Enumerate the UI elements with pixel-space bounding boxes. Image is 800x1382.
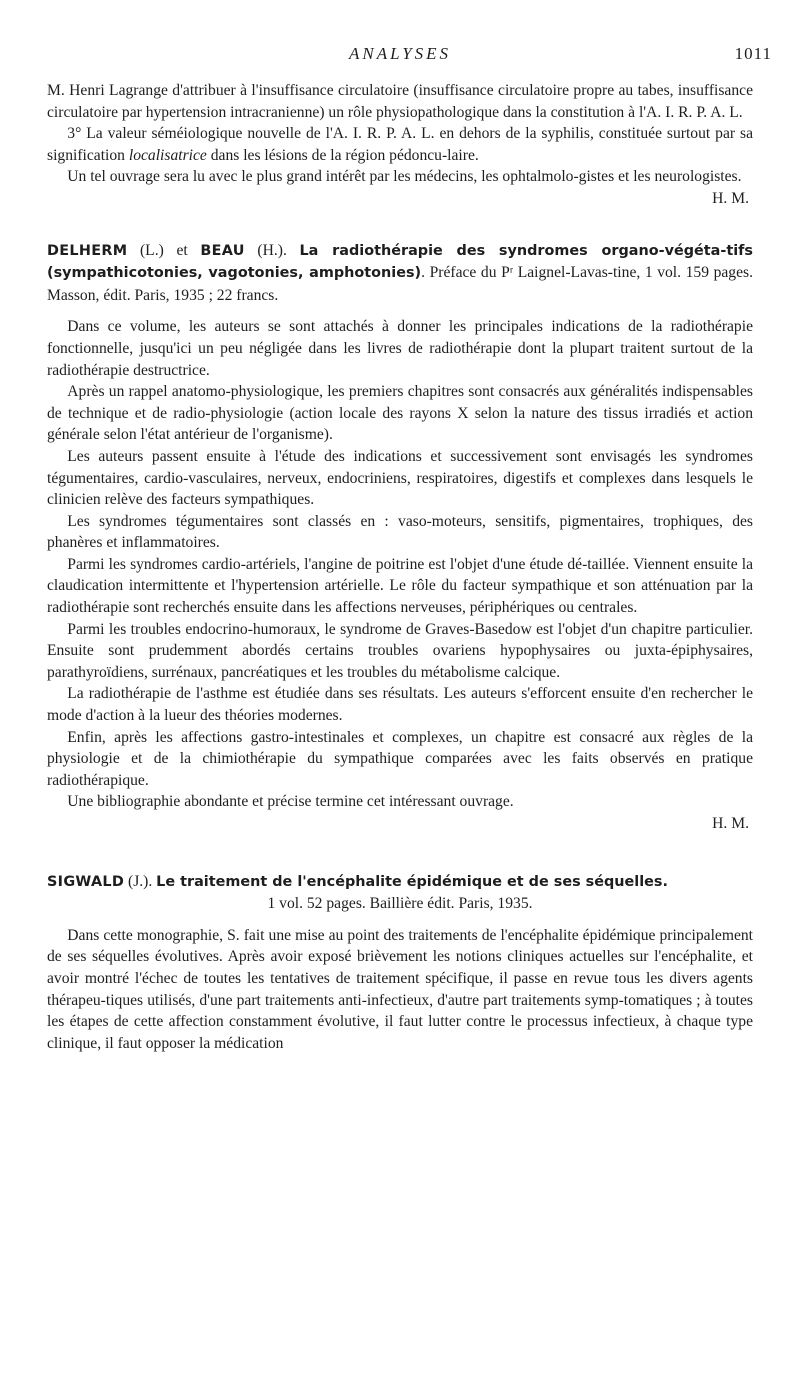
review-1-author-2-initial: (H.). [244,241,300,259]
intro-signature: H. M. [712,189,749,207]
review-1-author-1-initial: (L.) et [127,241,201,259]
review-1-paragraph-5: Parmi les syndromes cardio-artériels, l'angine de poitrine est l'objet d'une étude dé-taillée. Viennent ensuite la claudication intermittente et l'hypertension artérielle. Le rôle du facteur sympathique et son atténuation par la radiothérapie sont recherchés ensuite dans les affections nerveuses, périphériques ou centrales. [47,555,753,617]
review-1-paragraph-9: Une bibliographie abondante et précise termine cet intéressant ouvrage. [67,793,514,811]
review-sigwald [47,871,753,1055]
intro-p2-text-a: 3° La valeur séméiologique nouvelle de l'A. I. R. P. A. L. en dehors de la syphilis, constituée surtout par sa signification [47,125,753,164]
review-1-heading [47,240,753,307]
review-1-paragraph-7: La radiothérapie de l'asthme est étudiée dans ses résultats. Les auteurs s'efforcent ensuite d'en rechercher le mode d'action à la lueur des théories modernes. [47,685,753,725]
review-1-paragraph-1: Dans ce volume, les auteurs se sont attachés à donner les principales indications de la radiothérapie fonctionnelle, jusqu'ici un peu négligée dans les livres de radiothérapie dont la plupart traitent surtout de la radiothérapie destructrice. [47,318,753,379]
page-header [0,44,800,72]
review-1-paragraph-3: Les auteurs passent ensuite à l'étude des indications et successivement sont envisagés les syndromes tégumentaires, cardio-vasculaires, nerveux, endocriniens, respiratoires, digestifs et complexes dans lesquels le clinicien relève des facteurs sympathiques. [47,447,753,509]
page-number: 1011 [734,44,772,63]
review-1-paragraph-4: Les syndromes tégumentaires sont classés en : vaso-moteurs, sensitifs, pigmentaires, trophiques, des phanères et inflammatoires. [47,512,753,552]
review-1-paragraph-6: Parmi les troubles endocrino-humoraux, le syndrome de Graves-Basedow est l'objet d'un chapitre particulier. Ensuite sont prudemment abordés certains troubles ovariens hypophysaires ou juxta-épiphysaires, parathyroïdiens, surrénaux, pancréatiques et les troubles du métabolisme calcique. [47,620,753,681]
intro-paragraph-3: Un tel ouvrage sera lu avec le plus grand intérêt par les médecins, les ophtalmolo-gistes et les neurologistes. [67,168,742,186]
review-1-author-1: DELHERM [47,242,128,259]
review-1-paragraph-2: Après un rappel anatomo-physiologique, les premiers chapitres sont consacrés aux généralités indispensables de technique et de radio-physiologie (action locale des rayons X selon la nature des tissus irradiés et action générale selon l'état antérieur de l'organisme). [47,383,753,444]
review-1-paragraph-8: Enfin, après les affections gastro-intestinales et complexes, un chapitre est consacré aux règles de la physiologie et de la chimiothérapie du sympathique comparées avec les faits observés en pratique radiothérapique. [47,728,753,789]
review-2-author-initial: (J.). [124,872,157,890]
intro-p2-italic: localisatrice [128,146,207,164]
intro-paragraph-2 [47,123,753,166]
page-content [47,80,753,1054]
review-2-author: SIGWALD [47,873,125,890]
review-1-title: La radiothérapie des syndromes organo-végéta-tifs (sympathicotonies, vagotonies, amphotonies) [47,242,753,282]
review-2-publication: 1 vol. 52 pages. Baillière édit. Paris, 1935. [267,895,533,913]
intro-p2-text-b: dans les lésions de la région pédoncu-laire. [206,146,479,164]
review-1-signature: H. M. [712,815,749,832]
review-2-heading [47,871,753,915]
review-2-paragraph-1: Dans cette monographie, S. fait une mise au point des traitements de l'encéphalite épidémique principalement de ses séquelles évolutives. Après avoir exposé brièvement les notions cliniques actuelles sur l'encéphalite, et avoir montré l'échec de toutes les tentatives de traitement spécifique, il passe en revue tous les divers agents thérapeu-tiques utilisés, d'une part traitements anti-infectieux, d'autre part traitements symp-tomatiques ; à toutes les étapes de cette affection constamment évolutive, il faut lutter contre le processus infectieux, à chaque type clinique, il faut opposer la médication [47,926,753,1052]
review-delherm-beau [47,240,753,835]
running-title: ANALYSES [348,44,452,63]
review-2-title: Le traitement de l'encéphalite épidémique et de ses séquelles. [156,873,668,890]
review-1-publication: . Préface du Pʳ Laignel-Lavas-tine, 1 vol. 159 pages. Masson, édit. Paris, 1935 ; 22 francs. [47,264,753,304]
intro-paragraph-1: M. Henri Lagrange d'attribuer à l'insuffisance circulatoire (insuffisance circulatoire propre au tabes, insuffisance circulatoire par hypertension intracranienne) un rôle physiopathologique dans la constitution à l'A. I. R. P. A. L. [47,82,753,121]
review-1-author-2: BEAU [200,242,245,259]
